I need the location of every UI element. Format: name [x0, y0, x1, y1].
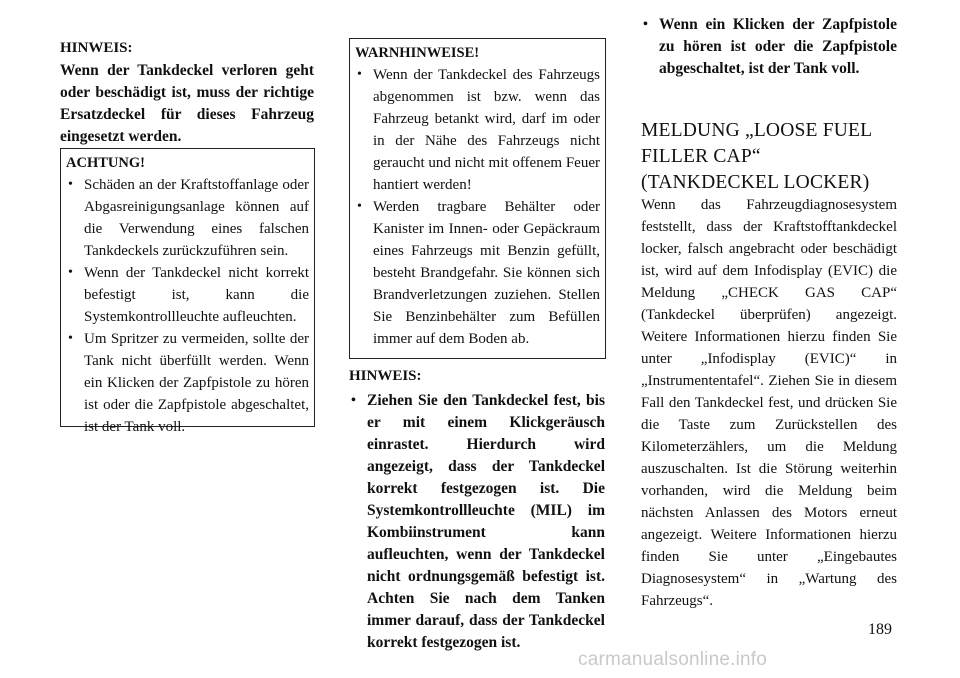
note-label: HINWEIS: — [60, 40, 133, 56]
caution-label: ACHTUNG! — [66, 155, 145, 171]
warning-box — [349, 38, 606, 359]
note-list — [349, 390, 605, 654]
bullet-icon: • — [68, 265, 73, 280]
list-item: • Werden tragbare Behälter oder Kanister im Innen- oder Gepäckraum eines Fahrzeugs mit Benzin gefüllt, besteht Brandgefahr. Sie können sich Brandverletzungen zuziehen. Stellen Sie Benzinbehälter zum Befüllen immer auf dem Boden ab. — [355, 196, 600, 350]
list-item: • Um Spritzer zu vermeiden, sollte der Tank nicht überfüllt werden. Wenn ein Klicken der Zapfpistole zu hören ist oder die Zapfpistole abgeschaltet, ist der Tank voll. — [66, 328, 309, 438]
list-item: • Ziehen Sie den Tankdeckel fest, bis er mit einem Klickgeräusch einrastet. Hierdurch wird angezeigt, dass der Tankdeckel korrekt festgezogen ist. Die Systemkontrollleuchte (MIL) im Kombiinstrument kann aufleuchten, wenn der Tankdeckel nicht ordnungsgemäß befestigt ist. Achten Sie nach dem Tanken immer darauf, dass der Tankdeckel korrekt festgezogen ist. — [351, 392, 605, 651]
note-label: HINWEIS: — [349, 368, 422, 384]
bullet-icon: • — [351, 393, 356, 408]
list-item: • Wenn der Tankdeckel nicht korrekt befestigt ist, kann die Systemkontrollleuchte aufleuchten. — [66, 262, 309, 328]
section-body: Wenn das Fahrzeugdiagnosesystem feststellt, dass der Kraftstofftankdeckel locker, falsch angebracht oder beschädigt ist, wird auf dem Infodisplay (EVIC) die Meldung „CHECK GAS CAP“ (Tankdeckel überprüfen) angezeigt. Weitere Informationen hierzu finden Sie unter „Infodisplay (EVIC)“ in „Instrumententafel“. Ziehen Sie in diesem Fall den Tankdeckel fest, und drücken Sie die Taste zum Zurückstellen des Kilometerzählers, um die Meldung auszuschalten. Ist die Störung weiterhin vorhanden, wird die Meldung beim nächsten Anlassen des Motors erneut angezeigt. Weitere Informationen hierzu finden Sie unter „Eingebautes Diagnosesystem“ in „Wartung des Fahrzeugs“. — [641, 197, 897, 609]
list-item: • Wenn der Tankdeckel des Fahrzeugs abgenommen ist bzw. wenn das Fahrzeug betankt wird, darf im oder in der Nähe des Fahrzeugs nicht geraucht und nicht mit offenem Feuer hantiert werden! — [355, 64, 600, 196]
page-number: 189 — [868, 621, 892, 638]
warning-list — [355, 64, 600, 350]
bullet-icon: • — [357, 199, 362, 214]
caution-box — [60, 148, 315, 435]
watermark: carmanualsonline.info — [578, 649, 768, 670]
list-item: • Wenn ein Klicken der Zapfpistole zu hören ist oder die Zapfpistole abgeschaltet, ist der Tank voll. — [643, 16, 897, 77]
section-heading: MELDUNG „LOOSE FUEL FILLER CAP“ (TANKDECKEL LOCKER) — [641, 120, 872, 193]
bullet-icon: • — [643, 17, 648, 32]
list-item: • Schäden an der Kraftstoffanlage oder Abgasreinigungsanlage können auf die Verwendung eines falschen Tankdeckels zurückzuführen sein. — [66, 174, 309, 262]
warning-label: WARNHINWEISE! — [355, 45, 480, 61]
continued-list — [641, 14, 897, 80]
bullet-icon: • — [68, 177, 73, 192]
bullet-icon: • — [68, 331, 73, 346]
caution-list — [66, 174, 309, 438]
note-text: Wenn der Tankdeckel verloren geht oder beschädigt ist, muss der richtige Ersatzdeckel für dieses Fahrzeug eingesetzt werden. — [60, 62, 314, 145]
bullet-icon: • — [357, 67, 362, 82]
